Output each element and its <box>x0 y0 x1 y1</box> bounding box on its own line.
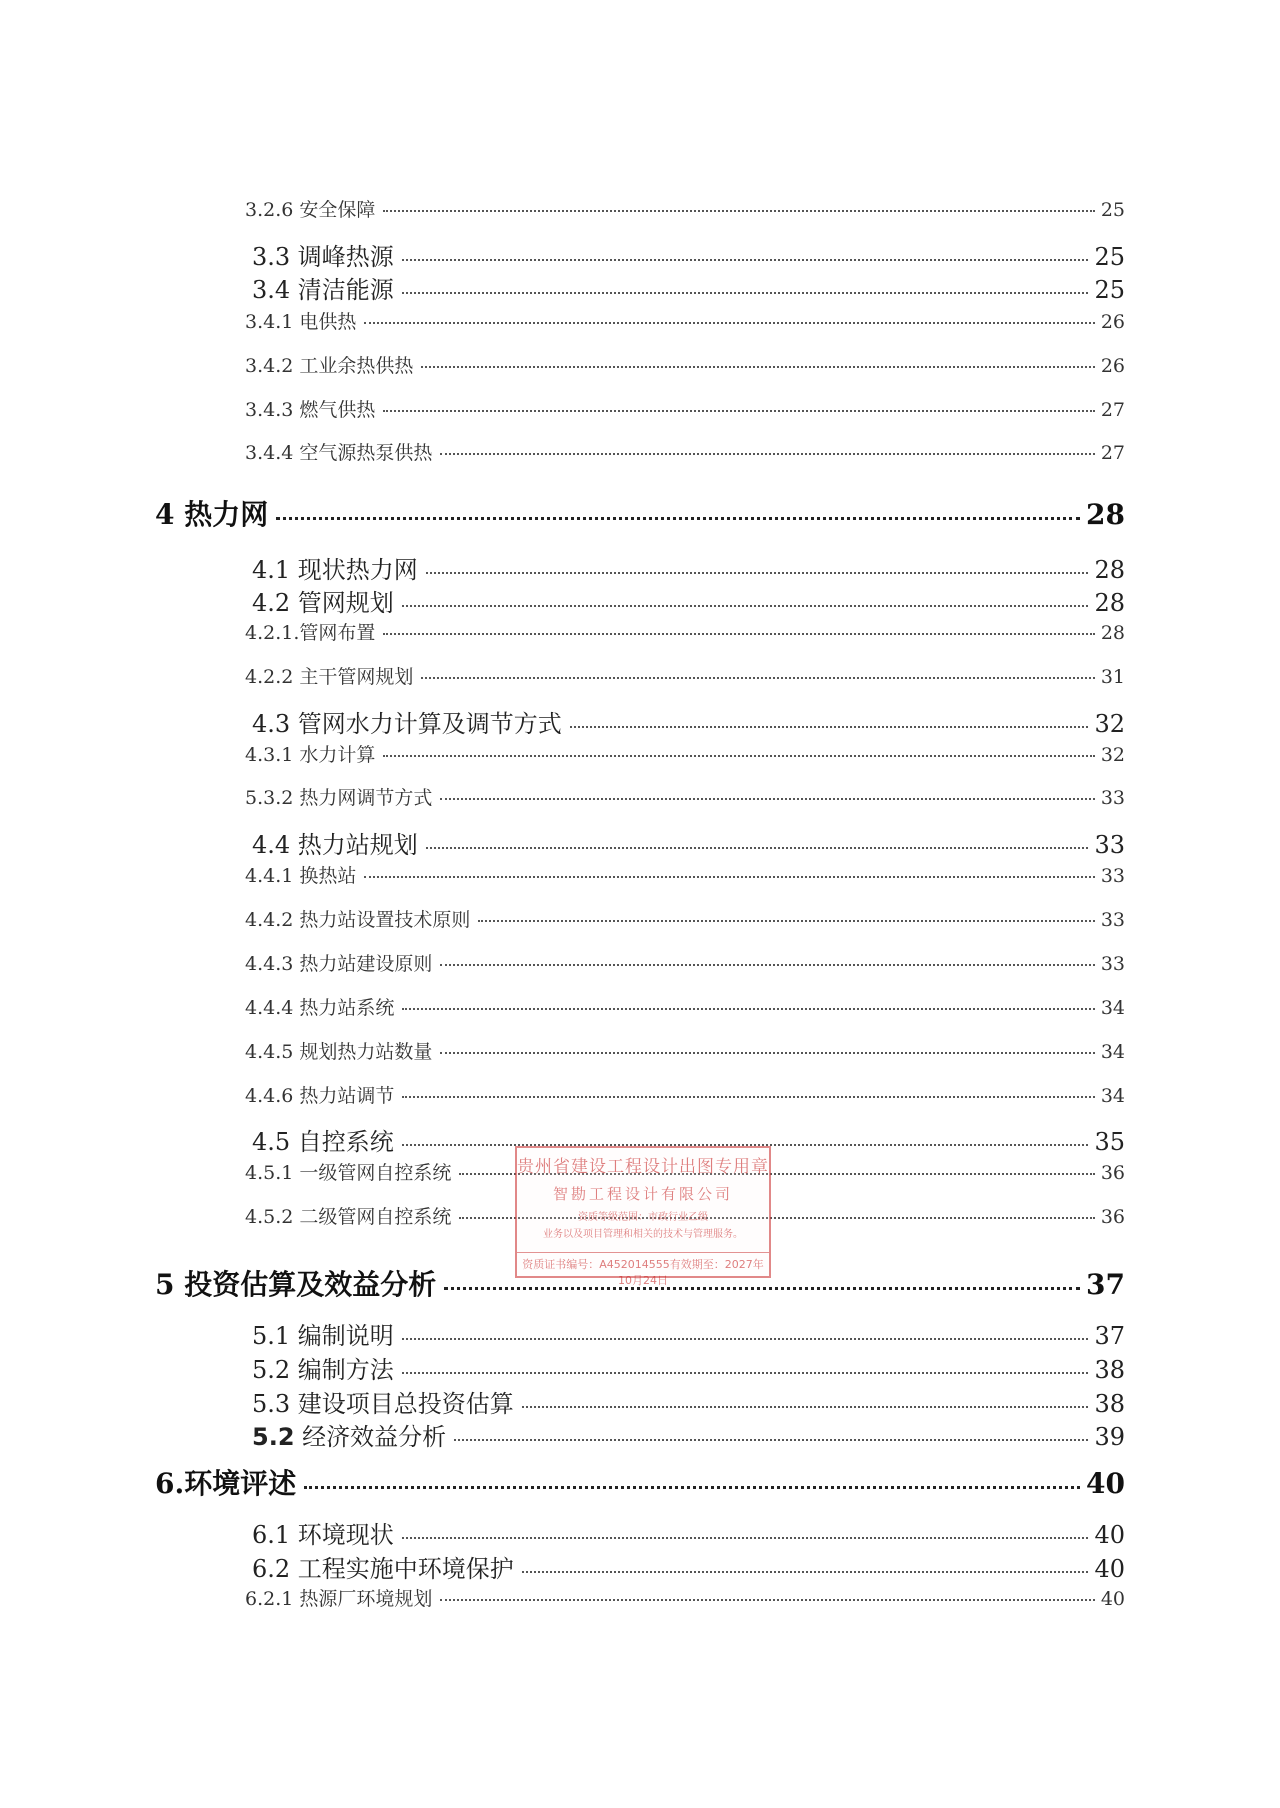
toc-label: 3.4.3 燃气供热 <box>245 399 376 421</box>
toc-label: 3.3 调峰热源 <box>252 243 394 271</box>
dot-leader <box>426 572 1089 574</box>
toc-label: 4.4 热力站规划 <box>252 831 418 859</box>
toc-page: 39 <box>1094 1423 1125 1451</box>
toc-page: 26 <box>1100 311 1125 333</box>
toc-page: 31 <box>1100 666 1125 688</box>
toc-entry[interactable] <box>252 704 1125 739</box>
toc-entry[interactable] <box>245 662 1125 689</box>
toc-label: 6.环境评述 <box>155 1467 297 1500</box>
design-seal-stamp <box>515 1146 771 1287</box>
dot-leader <box>522 1406 1089 1408</box>
toc-bold-number: 5.2 <box>252 1423 295 1451</box>
toc-entry[interactable] <box>245 740 1125 767</box>
stamp-company: 智勘工程设计有限公司 <box>552 1185 733 1203</box>
toc-page: 40 <box>1100 1588 1125 1610</box>
dot-leader <box>383 633 1094 635</box>
toc-entry[interactable] <box>245 618 1125 645</box>
toc-label: 3.2.6 安全保障 <box>245 199 376 221</box>
toc-label: 5.2 编制方法 <box>252 1356 394 1384</box>
toc-page: 33 <box>1100 865 1125 887</box>
toc-label: 3.4.1 电供热 <box>245 311 357 333</box>
toc-label: 4.1 现状热力网 <box>252 556 418 584</box>
dot-leader <box>478 920 1094 922</box>
toc-label: 4.3 管网水力计算及调节方式 <box>252 710 562 738</box>
dot-leader <box>570 726 1089 728</box>
toc-entry[interactable] <box>245 395 1125 422</box>
toc-page: 25 <box>1094 243 1125 271</box>
stamp-certificate: 资质证书编号：A452014555有效期至：2027年10月24日 <box>517 1252 769 1288</box>
dot-leader <box>421 677 1094 679</box>
toc-entry[interactable] <box>252 1417 1125 1452</box>
dot-leader <box>402 292 1089 294</box>
stamp-service: 业务以及项目管理和相关的技术与管理服务。 <box>543 1229 743 1240</box>
toc-label: 5 投资估算及效益分析 <box>155 1268 437 1301</box>
dot-leader <box>440 964 1094 966</box>
toc-page: 40 <box>1094 1521 1125 1549</box>
toc-entry[interactable] <box>252 237 1125 272</box>
dot-leader <box>304 1486 1080 1489</box>
toc-label: 4.2.1.管网布置 <box>245 622 376 644</box>
dot-leader <box>402 1008 1094 1010</box>
toc-page: 28 <box>1094 589 1125 617</box>
toc-entry[interactable] <box>245 1037 1125 1064</box>
toc-label: 4.4.4 热力站系统 <box>245 997 395 1019</box>
toc-label: 6.2.1 热源厂环境规划 <box>245 1588 433 1610</box>
toc-page: 26 <box>1100 355 1125 377</box>
toc-page: 32 <box>1094 710 1125 738</box>
toc-entry[interactable] <box>252 825 1125 860</box>
toc-entry[interactable] <box>245 783 1125 810</box>
dot-leader <box>440 798 1094 800</box>
toc-page: 27 <box>1100 399 1125 421</box>
dot-leader <box>276 517 1080 520</box>
toc-page: 28 <box>1100 622 1125 644</box>
dot-leader <box>364 876 1094 878</box>
dot-leader <box>454 1439 1088 1441</box>
toc-label: 3.4.4 空气源热泵供热 <box>245 442 433 464</box>
toc-entry[interactable] <box>252 1515 1125 1550</box>
toc-entry[interactable] <box>245 905 1125 932</box>
dot-leader <box>402 1096 1094 1098</box>
toc-entry[interactable] <box>252 1316 1125 1351</box>
toc-chapter-entry[interactable] <box>155 1462 1125 1502</box>
toc-label: 4.4.3 热力站建设原则 <box>245 953 433 975</box>
toc-page: 28 <box>1094 556 1125 584</box>
toc-entry[interactable] <box>245 993 1125 1020</box>
toc-page: 33 <box>1100 787 1125 809</box>
toc-label: 6.1 环境现状 <box>252 1521 394 1549</box>
toc-label: 4.5.1 一级管网自控系统 <box>245 1162 452 1184</box>
stamp-title: 贵州省建设工程设计出图专用章 <box>517 1157 769 1177</box>
dot-leader <box>383 410 1094 412</box>
toc-page: 35 <box>1094 1128 1125 1156</box>
toc-page: 28 <box>1086 498 1125 531</box>
dot-leader <box>383 210 1094 212</box>
toc-page: 34 <box>1100 1041 1125 1063</box>
dot-leader <box>402 1372 1089 1374</box>
toc-page: 36 <box>1100 1162 1125 1184</box>
toc-entry[interactable] <box>252 1384 1125 1419</box>
toc-entry[interactable] <box>245 195 1125 222</box>
toc-label: 4.4.1 换热站 <box>245 865 357 887</box>
toc-entry[interactable] <box>252 550 1125 585</box>
toc-entry[interactable] <box>245 438 1125 465</box>
toc-label: 4.3.1 水力计算 <box>245 744 376 766</box>
toc-entry[interactable] <box>245 1584 1125 1611</box>
dot-leader <box>426 847 1089 849</box>
toc-chapter-entry[interactable] <box>155 493 1125 533</box>
toc-label: 5.1 编制说明 <box>252 1322 394 1350</box>
dot-leader <box>440 453 1094 455</box>
dot-leader <box>364 322 1094 324</box>
toc-entry[interactable] <box>245 307 1125 334</box>
toc-label: 6.2 工程实施中环境保护 <box>252 1555 514 1583</box>
toc-entry[interactable] <box>245 1081 1125 1108</box>
toc-label: 3.4 清洁能源 <box>252 276 394 304</box>
toc-page: 40 <box>1094 1555 1125 1583</box>
toc-label: 4.5.2 二级管网自控系统 <box>245 1206 452 1228</box>
toc-page: 27 <box>1100 442 1125 464</box>
toc-label: 经济效益分析 <box>294 1423 447 1451</box>
dot-leader <box>402 1338 1089 1340</box>
toc-page: 36 <box>1100 1206 1125 1228</box>
toc-page: 38 <box>1094 1390 1125 1418</box>
toc-page: 40 <box>1086 1467 1125 1500</box>
toc-label: 3.4.2 工业余热供热 <box>245 355 414 377</box>
toc-page: 33 <box>1100 909 1125 931</box>
dot-leader <box>440 1052 1094 1054</box>
toc-page: 32 <box>1100 744 1125 766</box>
toc-page: 25 <box>1094 276 1125 304</box>
toc-label: 4.4.6 热力站调节 <box>245 1085 395 1107</box>
stamp-scope: 资质等级范围：市政行业乙级 <box>578 1212 708 1223</box>
dot-leader <box>440 1599 1094 1601</box>
toc-entry[interactable] <box>245 861 1125 888</box>
toc-label: 4.2 管网规划 <box>252 589 394 617</box>
toc-label: 5.3 建设项目总投资估算 <box>252 1390 514 1418</box>
toc-label: 4.2.2 主干管网规划 <box>245 666 414 688</box>
dot-leader <box>402 259 1089 261</box>
toc-entry[interactable] <box>252 1549 1125 1584</box>
toc-entry[interactable] <box>252 583 1125 618</box>
toc-page: 34 <box>1100 1085 1125 1107</box>
toc-label: 5.3.2 热力网调节方式 <box>245 787 433 809</box>
toc-page: 34 <box>1100 997 1125 1019</box>
toc-entry[interactable] <box>252 270 1125 305</box>
toc-entry[interactable] <box>245 949 1125 976</box>
toc-page: 37 <box>1086 1268 1125 1301</box>
toc-page: 37 <box>1094 1322 1125 1350</box>
toc-page: 33 <box>1100 953 1125 975</box>
toc-page: 38 <box>1094 1356 1125 1384</box>
dot-leader <box>421 366 1094 368</box>
dot-leader <box>383 755 1094 757</box>
toc-entry[interactable] <box>252 1350 1125 1385</box>
toc-page: 25 <box>1100 199 1125 221</box>
toc-label: 4 热力网 <box>155 498 269 531</box>
toc-label: 4.4.2 热力站设置技术原则 <box>245 909 471 931</box>
dot-leader <box>402 605 1089 607</box>
toc-label: 4.5 自控系统 <box>252 1128 394 1156</box>
toc-label: 4.4.5 规划热力站数量 <box>245 1041 433 1063</box>
dot-leader <box>522 1571 1089 1573</box>
dot-leader <box>402 1537 1089 1539</box>
toc-page: 33 <box>1094 831 1125 859</box>
toc-entry[interactable] <box>245 351 1125 378</box>
